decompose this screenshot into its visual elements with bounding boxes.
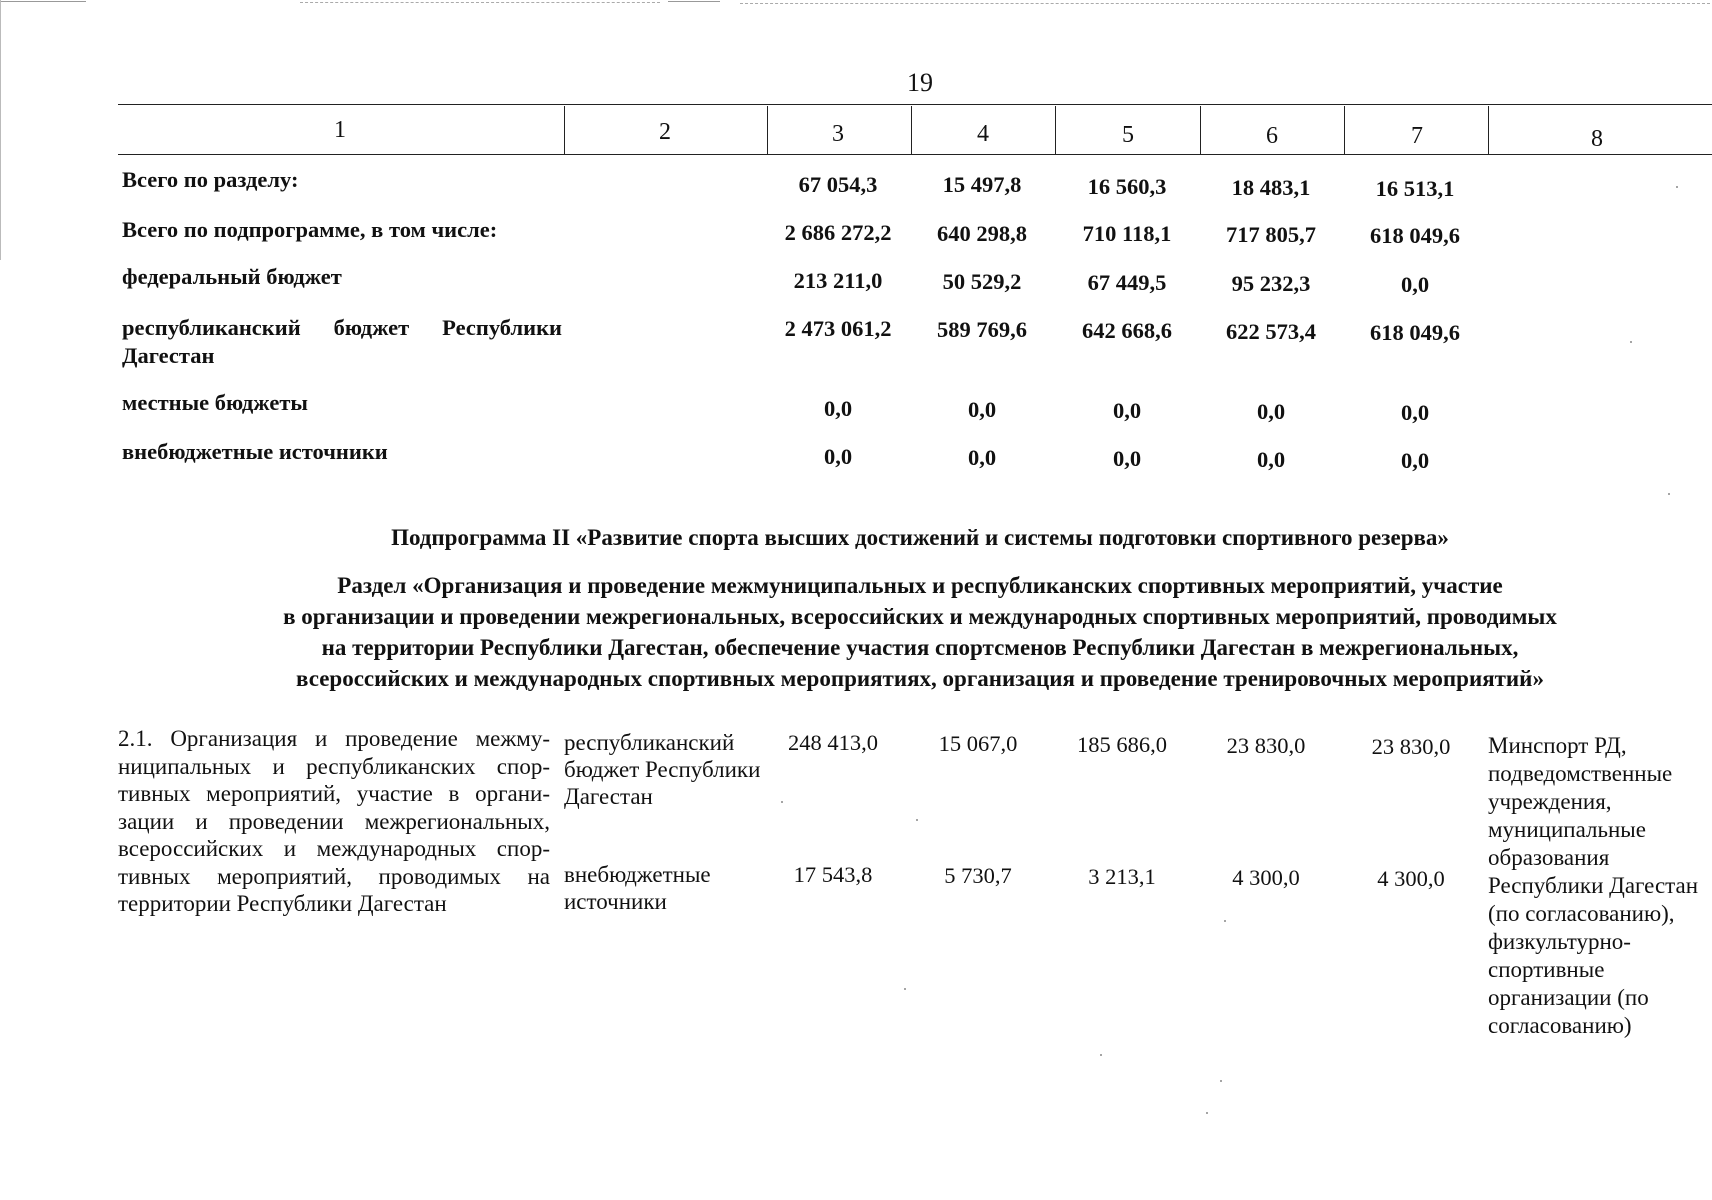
section-title-line: в организации и проведении межрегиональных, всероссийских и международных спортивных мероприятий, проводимых <box>283 604 1557 629</box>
summary-value: 710 118,1 <box>1082 221 1172 246</box>
summary-value: 67 054,3 <box>798 172 878 197</box>
item-value: 23 830,0 <box>1226 733 1306 758</box>
column-number-4: 4 <box>977 121 989 147</box>
item-value: 15 067,0 <box>938 731 1018 756</box>
summary-value: 0,0 <box>1400 448 1430 473</box>
summary-value: 18 483,1 <box>1231 175 1311 200</box>
scan-speckle <box>1630 341 1632 343</box>
summary-value: 16 513,1 <box>1375 176 1455 201</box>
scan-speckle <box>1668 493 1670 495</box>
summary-value: 15 497,8 <box>942 172 1022 197</box>
summary-value: 0,0 <box>1256 447 1286 472</box>
scan-artifact-edge <box>0 0 1 260</box>
summary-value: 0,0 <box>967 445 997 470</box>
item-value: 185 686,0 <box>1077 732 1167 757</box>
column-divider <box>767 106 768 154</box>
summary-value: 640 298,8 <box>937 221 1027 246</box>
item-value: 4 300,0 <box>1377 866 1445 891</box>
summary-row-label: Всего по подпрограмме, в том числе: <box>122 217 498 242</box>
item-value: 248 413,0 <box>788 730 878 755</box>
summary-value: 717 805,7 <box>1226 222 1316 247</box>
scan-artifact-line <box>668 1 720 2</box>
scan-artifact-line <box>0 1 86 2</box>
summary-value: 0,0 <box>1112 446 1142 471</box>
column-divider <box>1055 106 1056 154</box>
column-divider <box>1200 106 1201 154</box>
column-divider <box>564 106 565 154</box>
summary-value: 213 211,0 <box>793 268 883 293</box>
item-value: 17 543,8 <box>793 862 873 887</box>
responsible-executors: Минспорт РД, подведомственные учреждения, муниципальные образования Республики Дагестан (по согласованию), физкультурно-спортивные организации (по согласованию) <box>1488 733 1698 1038</box>
item-value: 23 830,0 <box>1371 734 1451 759</box>
item-value: 3 213,1 <box>1088 864 1156 889</box>
summary-value: 0,0 <box>1400 400 1430 425</box>
summary-row-label: местные бюджеты <box>122 390 308 415</box>
scan-speckle <box>1676 186 1678 188</box>
summary-value: 16 560,3 <box>1087 174 1167 199</box>
summary-value: 0,0 <box>823 396 853 421</box>
summary-row-label: внебюджетные источники <box>122 439 388 464</box>
summary-row-label: Всего по разделу: <box>122 167 299 192</box>
scan-artifact-line <box>740 3 1710 4</box>
item-value: 4 300,0 <box>1232 865 1300 890</box>
column-number-5: 5 <box>1122 122 1134 148</box>
table-header-bottom-border <box>118 154 1712 155</box>
funding-source-name: республиканский бюджет Республики Дагестан <box>564 730 761 809</box>
scan-speckle <box>1224 920 1226 922</box>
subprogram-title: Подпрограмма II «Развитие спорта высших достижений и системы подготовки спортивного резерва» <box>391 525 1449 550</box>
summary-value: 0,0 <box>1112 398 1142 423</box>
column-number-2: 2 <box>659 119 671 145</box>
summary-value: 0,0 <box>823 444 853 469</box>
column-divider <box>1344 106 1345 154</box>
section-title-line: всероссийских и международных спортивных мероприятиях, организация и проведение тренировочных мероприятий» <box>296 666 1544 691</box>
section-title-line: Раздел «Организация и проведение межмуниципальных и республиканских спортивных мероприятий, участие <box>337 573 1503 598</box>
summary-value: 618 049,6 <box>1370 320 1460 345</box>
scan-speckle <box>1220 1080 1222 1082</box>
scan-speckle <box>1100 1054 1102 1056</box>
column-number-1: 1 <box>334 117 346 143</box>
summary-value: 642 668,6 <box>1082 318 1172 343</box>
scan-speckle <box>781 801 783 803</box>
summary-value: 50 529,2 <box>942 269 1022 294</box>
summary-value: 622 573,4 <box>1226 319 1316 344</box>
column-divider <box>1488 106 1489 154</box>
summary-value: 67 449,5 <box>1087 270 1167 295</box>
item-description: 2.1. Организация и проведение межмуниципальных и республиканских спортивных мероприятий, участие в организации и проведении межрегиональных, всероссийских и международных спортивных мероприятий, проводимых на территории Республики Дагестан <box>118 726 550 916</box>
summary-row-label: республиканский бюджет Республики Дагестан <box>122 315 562 368</box>
summary-value: 0,0 <box>1400 272 1430 297</box>
summary-value: 0,0 <box>1256 399 1286 424</box>
summary-value: 2 473 061,2 <box>784 316 892 341</box>
funding-source-name: внебюджетные источники <box>564 862 711 914</box>
column-divider <box>911 106 912 154</box>
scan-artifact-line <box>300 2 660 3</box>
column-number-3: 3 <box>832 121 844 147</box>
summary-value: 589 769,6 <box>937 317 1027 342</box>
summary-value: 95 232,3 <box>1231 271 1311 296</box>
scan-speckle <box>904 988 906 990</box>
summary-row-label: федеральный бюджет <box>122 264 342 289</box>
column-number-6: 6 <box>1266 123 1278 149</box>
column-number-7: 7 <box>1411 123 1423 149</box>
table-header-top-border <box>118 104 1712 105</box>
section-title-line: на территории Республики Дагестан, обеспечение участия спортсменов Республики Дагестан в межрегиональных, <box>321 635 1519 660</box>
scan-speckle <box>1206 1112 1208 1114</box>
page-number: 19 <box>907 68 933 97</box>
scan-speckle <box>916 819 918 821</box>
summary-value: 618 049,6 <box>1370 223 1460 248</box>
summary-value: 0,0 <box>967 397 997 422</box>
item-value: 5 730,7 <box>944 863 1012 888</box>
summary-value: 2 686 272,2 <box>784 220 892 245</box>
column-number-8: 8 <box>1591 126 1603 152</box>
